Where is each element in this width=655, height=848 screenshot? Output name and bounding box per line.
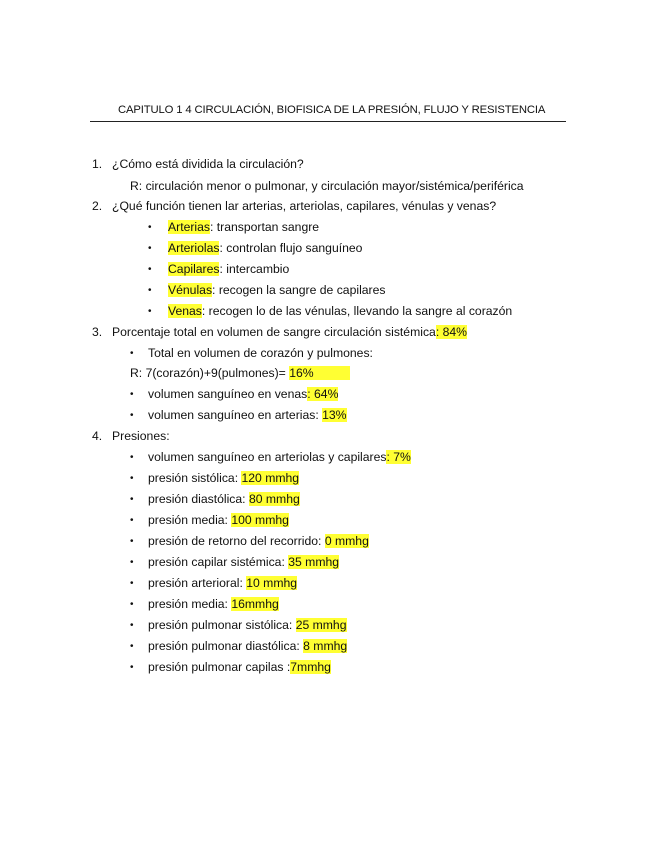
item-label: presión media: xyxy=(148,597,232,611)
bullet: • xyxy=(148,285,152,296)
list-item xyxy=(148,534,369,549)
list-item xyxy=(148,471,299,486)
item-value: 7mmhg xyxy=(290,660,331,674)
bullet: • xyxy=(148,306,152,317)
q1-answer: R: circulación menor o pulmonar, y circulación mayor/sistémica/periférica xyxy=(130,179,524,193)
item-label: presión pulmonar diastólica: xyxy=(148,639,304,653)
item-label: presión pulmonar sistólica: xyxy=(148,618,296,632)
highlighted-term: Vénulas xyxy=(168,283,213,297)
list-item xyxy=(148,450,411,465)
list-item xyxy=(148,639,347,654)
item-label: volumen sanguíneo en venas xyxy=(148,387,308,401)
list-item xyxy=(168,262,289,277)
item-value: : 64% xyxy=(307,387,339,401)
q3-formula xyxy=(130,366,350,381)
bullet: • xyxy=(130,389,134,400)
item-value: : 7% xyxy=(386,450,411,464)
bullet: • xyxy=(130,473,134,484)
q4-question: Presiones: xyxy=(112,429,170,443)
q3-number: 3. xyxy=(92,325,103,339)
bullet: • xyxy=(130,557,134,568)
q3-formula-value: 16% xyxy=(289,366,349,380)
term-description: : controlan flujo sanguíneo xyxy=(219,241,363,255)
list-item xyxy=(148,576,297,591)
bullet: • xyxy=(148,222,152,233)
document-title: CAPITULO 1 4 CIRCULACIÓN, BIOFISICA DE LA PRESIÓN, FLUJO Y RESISTENCIA xyxy=(118,104,546,116)
item-label: presión media: xyxy=(148,513,232,527)
q2-number: 2. xyxy=(92,199,103,213)
list-item xyxy=(148,660,331,675)
bullet: • xyxy=(130,494,134,505)
bullet: • xyxy=(130,348,134,359)
item-label: presión capilar sistémica: xyxy=(148,555,289,569)
highlighted-term: Arterias xyxy=(168,220,210,234)
bullet: • xyxy=(130,641,134,652)
item-label: volumen sanguíneo en arteriolas y capilares xyxy=(148,450,387,464)
item-value: 120 mmhg xyxy=(241,471,300,485)
item-label: presión sistólica: xyxy=(148,471,242,485)
q3-item-venas xyxy=(148,387,338,402)
q4-number: 4. xyxy=(92,429,103,443)
bullet: • xyxy=(130,578,134,589)
list-item xyxy=(148,513,289,528)
list-item xyxy=(148,492,300,507)
term-description: : recogen la sangre de capilares xyxy=(212,283,386,297)
bullet: • xyxy=(148,264,152,275)
highlighted-term: Venas xyxy=(168,304,202,318)
item-label: presión arterioral: xyxy=(148,576,247,590)
bullet: • xyxy=(130,536,134,547)
bullet: • xyxy=(130,620,134,631)
bullet: • xyxy=(130,452,134,463)
item-value: 25 mmhg xyxy=(295,618,347,632)
highlighted-term: Capilares xyxy=(168,262,220,276)
q2-question: ¿Qué función tienen lar arterias, arteriolas, capilares, vénulas y venas? xyxy=(112,199,497,213)
highlighted-term: Arteriolas xyxy=(168,241,220,255)
bullet: • xyxy=(130,410,134,421)
item-value: 10 mmhg xyxy=(246,576,298,590)
title-underline xyxy=(90,121,566,122)
bullet: • xyxy=(130,515,134,526)
item-label: presión pulmonar capilas : xyxy=(148,660,291,674)
q3-item-total: Total en volumen de corazón y pulmones: xyxy=(148,346,373,360)
list-item xyxy=(148,618,347,633)
q3-question-text: Porcentaje total en volumen de sangre circulación sistémica xyxy=(112,325,436,339)
q1-number: 1. xyxy=(92,157,103,171)
q3-question xyxy=(112,325,467,340)
q3-question-value: : 84% xyxy=(435,325,467,339)
list-item xyxy=(168,220,319,235)
bullet: • xyxy=(130,599,134,610)
item-value: 8 mmhg xyxy=(303,639,348,653)
bullet: • xyxy=(130,662,134,673)
term-description: : intercambio xyxy=(219,262,290,276)
list-item xyxy=(148,597,279,612)
list-item xyxy=(168,304,512,319)
q3-item-arterias xyxy=(148,408,347,423)
item-value: 35 mmhg xyxy=(288,555,340,569)
item-label: presión de retorno del recorrido: xyxy=(148,534,325,548)
q1-question: ¿Cómo está dividida la circulación? xyxy=(112,157,304,171)
list-item xyxy=(148,555,339,570)
item-value: 16mmhg xyxy=(231,597,279,611)
item-label: volumen sanguíneo en arterias: xyxy=(148,408,323,422)
item-value: 13% xyxy=(322,408,347,422)
bullet: • xyxy=(148,243,152,254)
item-value: 0 mmhg xyxy=(324,534,369,548)
list-item xyxy=(168,283,386,298)
q3-formula-label: R: 7(corazón)+9(pulmones)= xyxy=(130,366,290,380)
term-description: : transportan sangre xyxy=(210,220,320,234)
term-description: : recogen lo de las vénulas, llevando la sangre al corazón xyxy=(201,304,513,318)
item-label: presión diastólica: xyxy=(148,492,249,506)
item-value: 80 mmhg xyxy=(248,492,300,506)
list-item xyxy=(168,241,362,256)
item-value: 100 mmhg xyxy=(231,513,289,527)
